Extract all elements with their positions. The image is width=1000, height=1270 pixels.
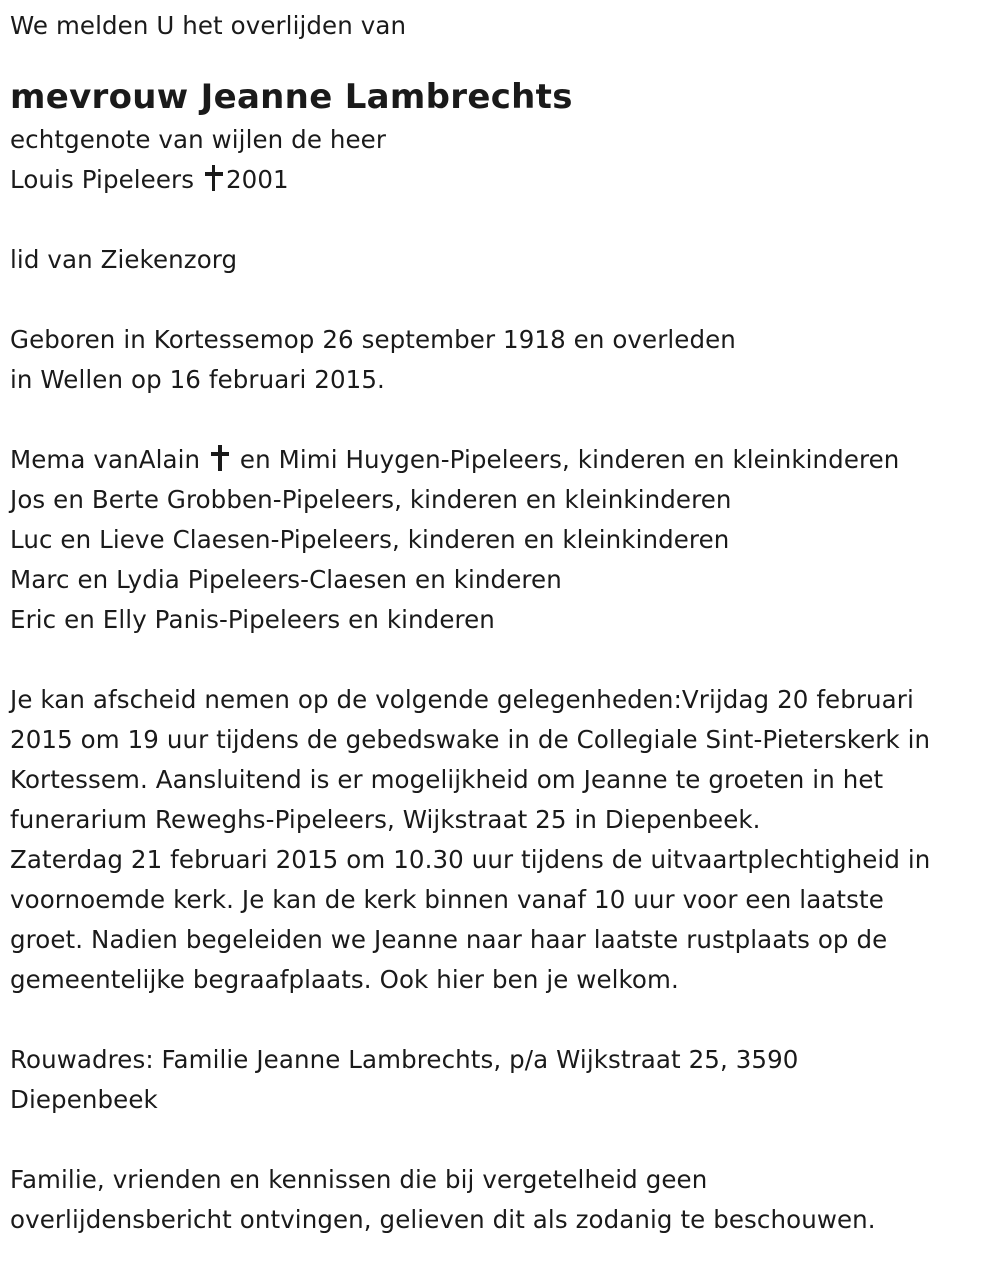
family-line-4: Marc en Lydia Pipeleers-Claesen en kinderen	[10, 565, 562, 594]
spacer	[10, 280, 995, 320]
farewell-line: voornoemde kerk. Je kan de kerk binnen vanaf 10 uur voor een laatste	[10, 885, 884, 914]
intro-text: We melden U het overlijden van	[10, 11, 407, 40]
farewell-line: Je kan afscheid nemen op de volgende gelegenheden:Vrijdag 20 februari	[10, 685, 914, 714]
cross-icon	[210, 445, 230, 471]
farewell-line: Zaterdag 21 februari 2015 om 10.30 uur tijdens de uitvaartplechtigheid in	[10, 845, 931, 874]
cross-icon	[204, 165, 224, 191]
spacer	[10, 1000, 995, 1040]
spouse-line	[10, 160, 995, 200]
spacer	[10, 200, 995, 240]
spouse-death-year: 2001	[225, 165, 289, 194]
farewell-line: gemeentelijke begraafplaats. Ook hier ben je welkom.	[10, 965, 679, 994]
spouse-name: Louis Pipeleers	[10, 165, 195, 194]
mourning-address-line-1: Rouwadres: Familie Jeanne Lambrechts, p/a Wijkstraat 25, 3590	[10, 1045, 799, 1074]
family-line-1-prefix: Mema vanAlain	[10, 445, 201, 474]
closing-line-1: Familie, vrienden en kennissen die bij vergetelheid geen	[10, 1165, 708, 1194]
closing-line-2: overlijdensbericht ontvingen, gelieven dit als zodanig te beschouwen.	[10, 1205, 876, 1234]
farewell-line: groet. Nadien begeleiden we Jeanne naar haar laatste rustplaats op de	[10, 925, 888, 954]
deceased-name: mevrouw Jeanne Lambrechts	[10, 77, 573, 117]
farewell-line: funerarium Reweghs-Pipeleers, Wijkstraat 25 in Diepenbeek.	[10, 805, 761, 834]
spacer	[10, 400, 995, 440]
family-line-1-suffix: en Mimi Huygen-Pipeleers, kinderen en kleinkinderen	[239, 445, 900, 474]
birth-death-line-1: Geboren in Kortessemop 26 september 1918 en overleden	[10, 325, 736, 354]
spacer	[10, 1120, 995, 1160]
spacer	[10, 48, 995, 74]
birth-death-line-2: in Wellen op 16 februari 2015.	[10, 365, 385, 394]
farewell-line: Kortessem. Aansluitend is er mogelijkheid om Jeanne te groeten in het	[10, 765, 884, 794]
farewell-line: 2015 om 19 uur tijdens de gebedswake in de Collegiale Sint-Pieterskerk in	[10, 725, 931, 754]
family-line-3: Luc en Lieve Claesen-Pipeleers, kinderen en kleinkinderen	[10, 525, 730, 554]
mourning-address-line-2: Diepenbeek	[10, 1085, 158, 1114]
family-line-5: Eric en Elly Panis-Pipeleers en kinderen	[10, 605, 495, 634]
spouse-relation: echtgenote van wijlen de heer	[10, 125, 387, 154]
family-line-2: Jos en Berte Grobben-Pipeleers, kinderen en kleinkinderen	[10, 485, 732, 514]
obituary-notice	[10, 6, 995, 1240]
membership: lid van Ziekenzorg	[10, 245, 238, 274]
spacer	[10, 640, 995, 680]
family-line-1	[10, 440, 995, 480]
farewell-paragraph	[10, 680, 995, 1000]
